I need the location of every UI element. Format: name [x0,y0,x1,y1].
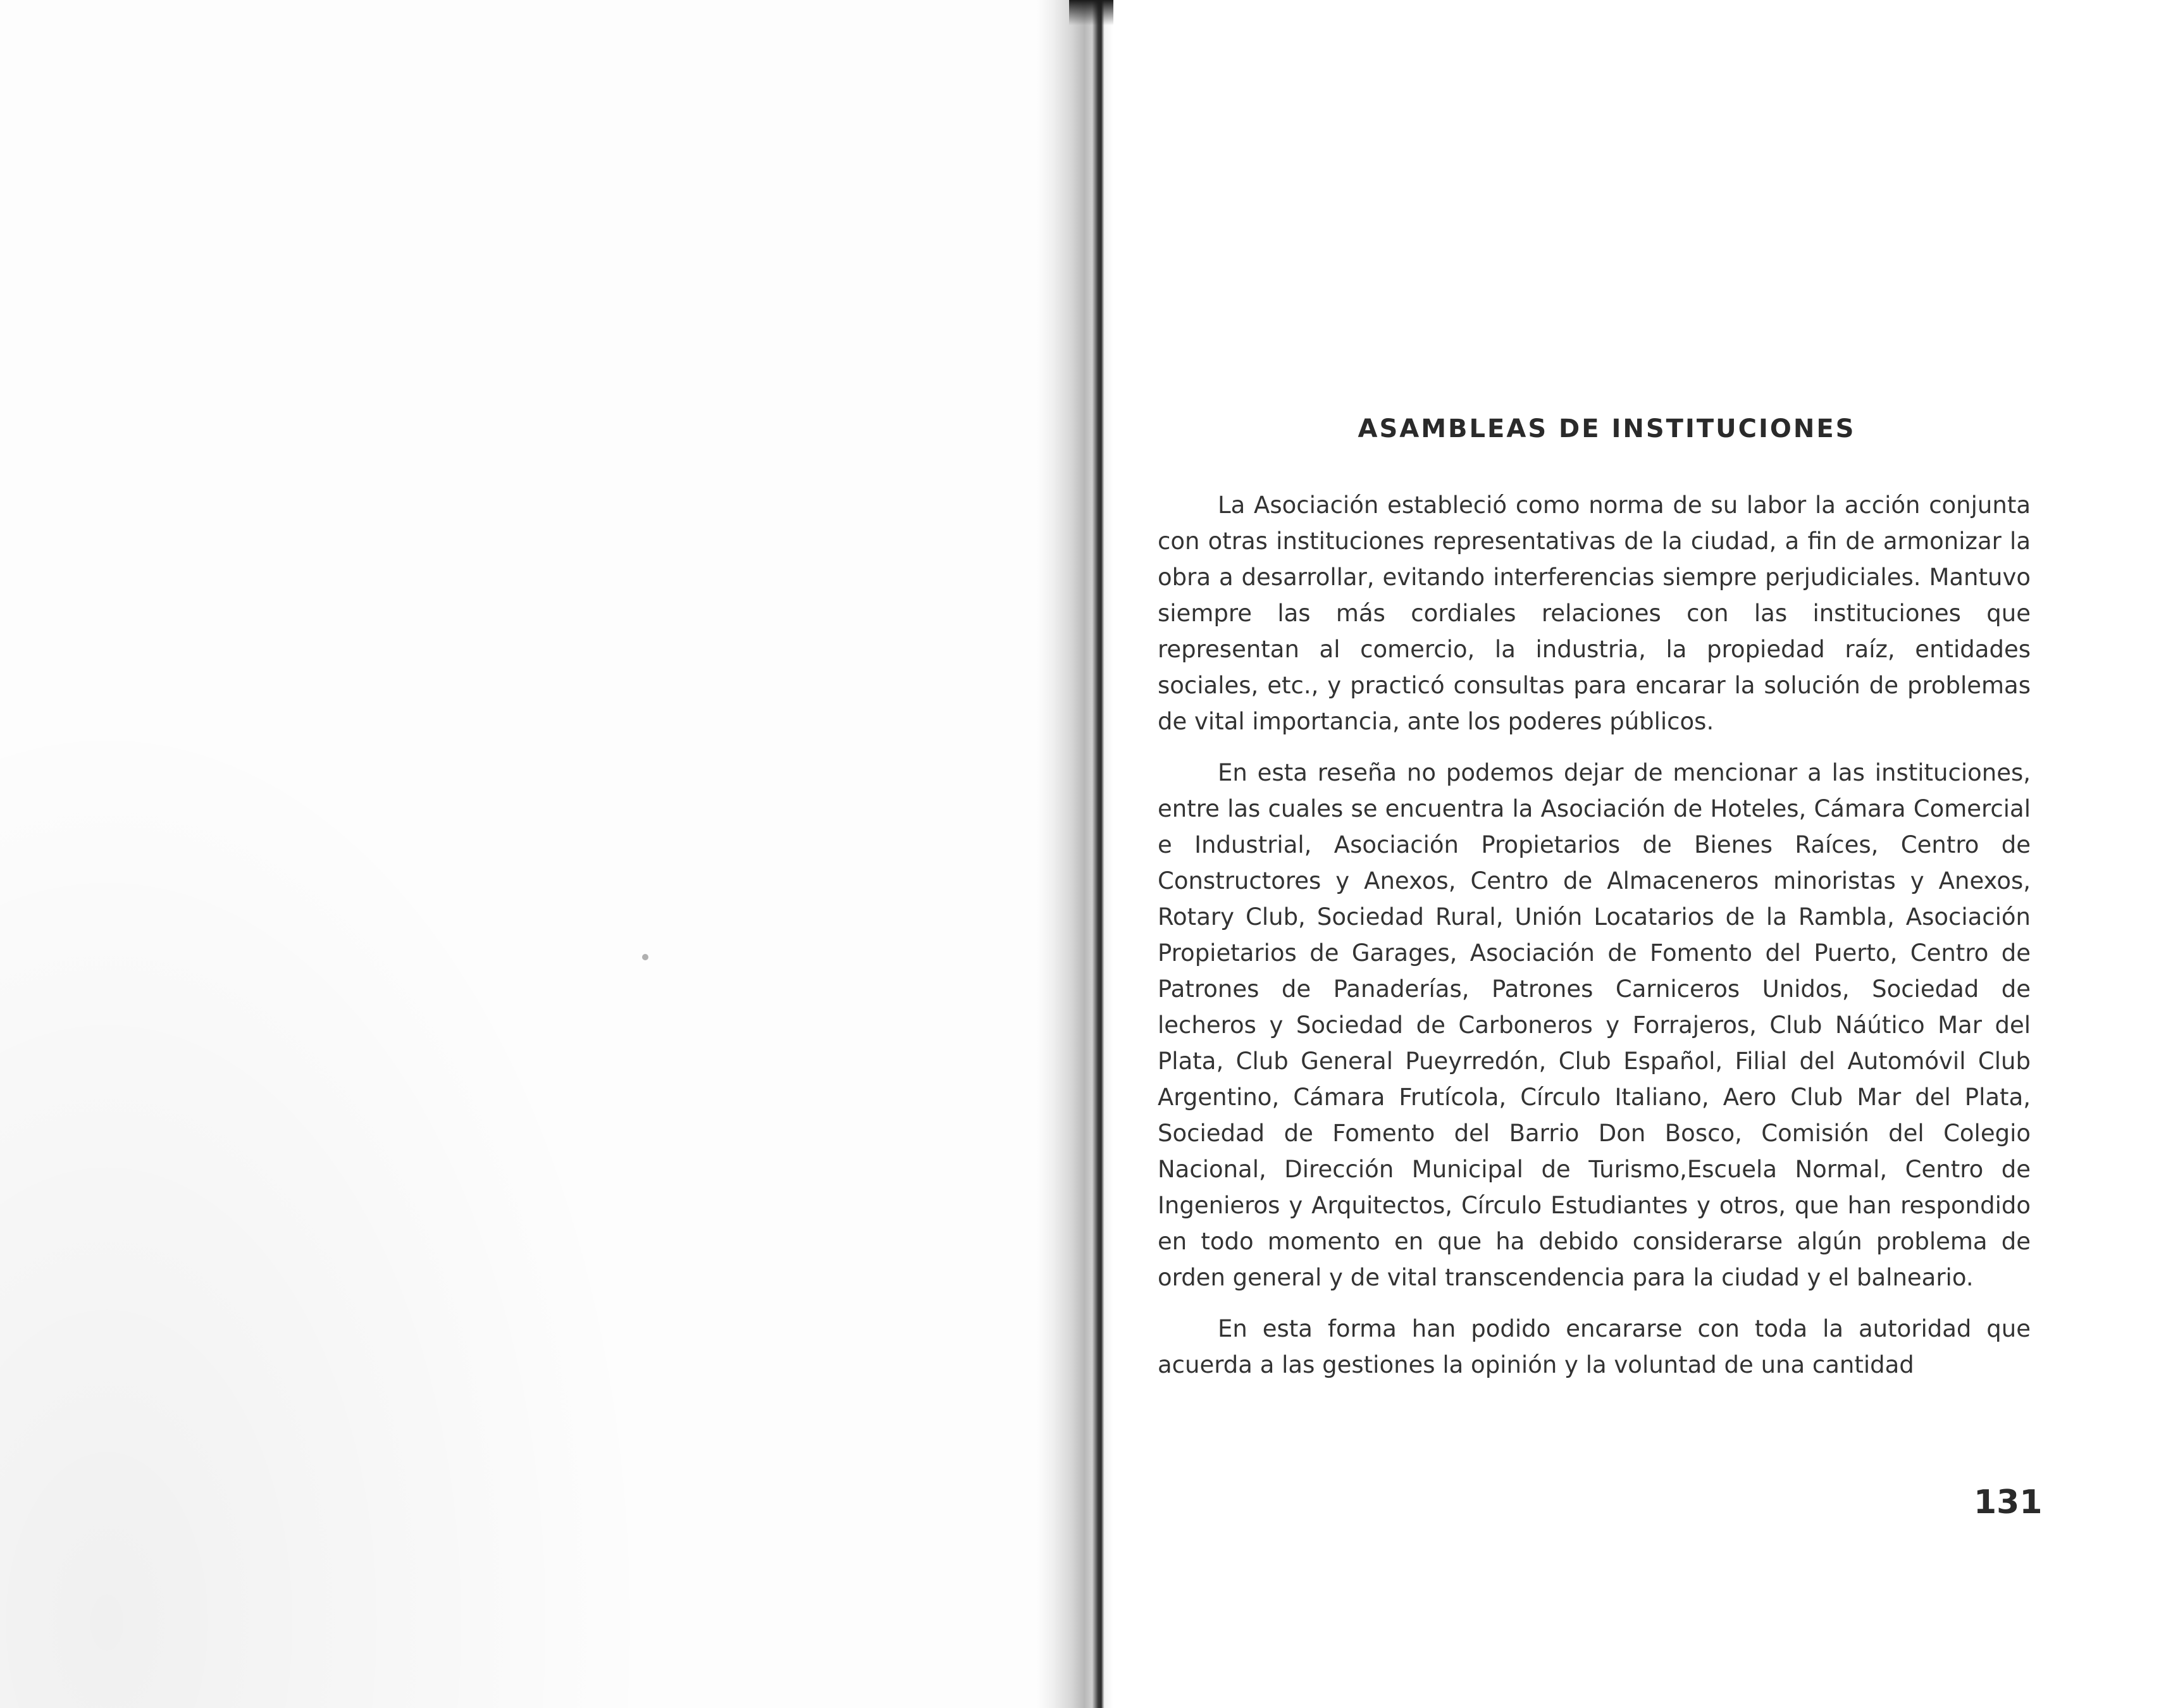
page-title: ASAMBLEAS DE INSTITUCIONES [1358,414,1856,443]
left-blank-page [0,0,1069,1708]
page-number: 131 [1974,1483,2043,1521]
speck-mark [642,954,648,960]
paragraph: En esta forma han podido encararse con toda la autoridad que acuerda a las gestiones la opinión y la voluntad de una cantidad [1158,1315,2031,1378]
book-gutter [1037,0,1113,1708]
gutter-shadow [1069,0,1113,25]
paragraph: En esta reseña no podemos dejar de mencionar a las instituciones, entre las cuales se encuentra la Asociación de Hoteles, Cámara Comercial e Industrial, Asociación Propietarios de Bienes Raíces, Centro de Constructores y Anexos, Centro de Almaceneros minoristas y Anexos, Rotary Club, Sociedad Rural, Unión Locatarios de la Rambla, Asociación Propietarios de Garages, Asociación de Fomento del Puerto, Centro de Patrones de Panaderías, Patrones Carniceros Unidos, Sociedad de lecheros y Sociedad de Carboneros y Forrajeros, Club Náútico Mar del Plata, Club General Pueyrredón, Club Español, Filial del Automóvil Club Argentino, Cámara Frutícola, Círculo Italiano, Aero Club Mar del Plata, Sociedad de Fomento del Barrio Don Bosco, Comisión del Colegio Nacional, Dirección Municipal de Turismo,Escuela Normal, Centro de Ingenieros y Arquitectos, Círculo Estudiantes y otros, que han respondido en todo momento en que ha debido considerarse algún problema de orden general y de vital transcendencia para la ciudad y el balneario. [1158,759,2031,1291]
paragraph: La Asociación estableció como norma de su labor la acción conjunta con otras instituciones representativas de la ciudad, a fin de armonizar la obra a desarrollar, evitando interferencias siempre perjudiciales. Mantuvo siempre las más cordiales relaciones con las instituciones que representan al comercio, la industria, la propiedad raíz, entidades sociales, etc., y practicó consultas para encarar la solución de problemas de vital importancia, ante los poderes públicos. [1158,492,2031,735]
body-text [1158,487,2031,1398]
